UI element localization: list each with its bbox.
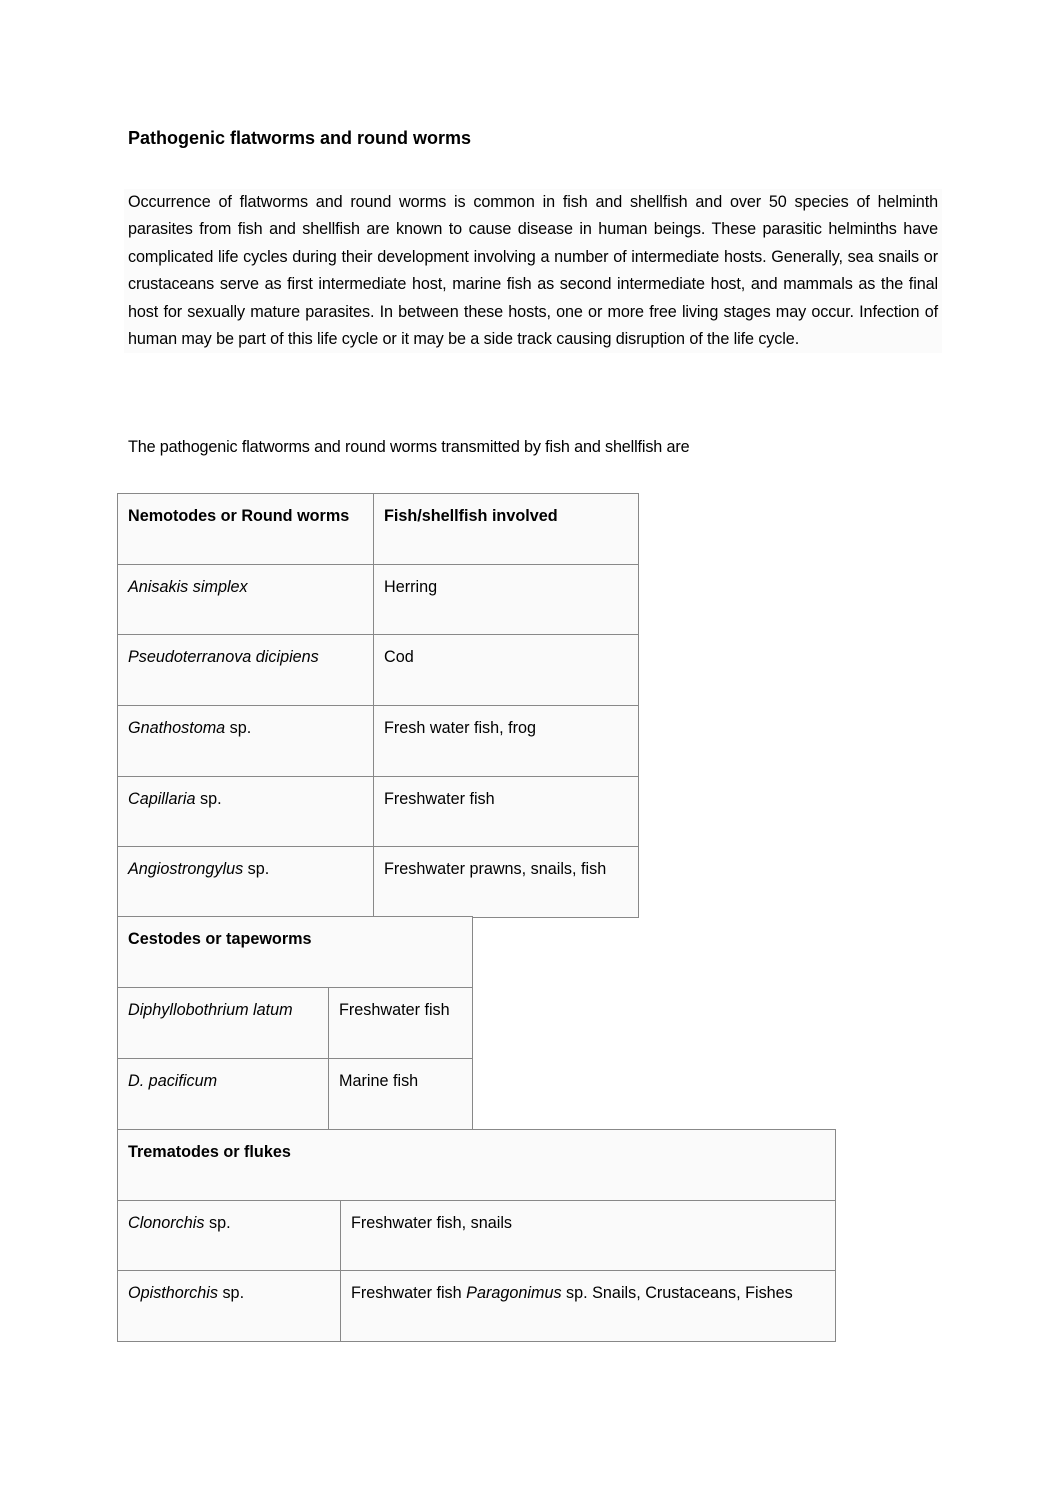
table-row: [118, 847, 639, 918]
host-cell: Marine fish: [329, 1059, 473, 1130]
species-cell: Clonorchis sp.: [118, 1200, 341, 1271]
species-cell: Capillaria sp.: [118, 776, 374, 847]
header-cell: Fish/shellfish involved: [374, 494, 639, 565]
table-row: [118, 635, 639, 706]
host-cell: Freshwater fish Paragonimus sp. Snails, Crustaceans, Fishes: [341, 1271, 836, 1342]
host-cell: Freshwater prawns, snails, fish: [374, 847, 639, 918]
table-row: [118, 1271, 836, 1342]
host-cell: Herring: [374, 564, 639, 635]
table-row: [118, 706, 639, 777]
table-header-row: [118, 1130, 836, 1201]
host-cell: Freshwater fish: [374, 776, 639, 847]
host-cell: Fresh water fish, frog: [374, 706, 639, 777]
species-cell: Diphyllobothrium latum: [118, 988, 329, 1059]
host-cell: Freshwater fish, snails: [341, 1200, 836, 1271]
trematodes-table: [117, 1129, 836, 1342]
table-header-row: [118, 494, 639, 565]
cestodes-table: [117, 916, 473, 1130]
species-cell: Opisthorchis sp.: [118, 1271, 341, 1342]
species-cell: D. pacificum: [118, 1059, 329, 1130]
table-row: [118, 1059, 473, 1130]
table-row: [118, 564, 639, 635]
header-cell: Nemotodes or Round worms: [118, 494, 374, 565]
species-cell: Pseudoterranova dicipiens: [118, 635, 374, 706]
section-title: Pathogenic flatworms and round worms: [128, 128, 472, 148]
host-cell: Freshwater fish: [329, 988, 473, 1059]
table-row: [118, 988, 473, 1059]
nematodes-table: [117, 493, 639, 918]
host-cell: Cod: [374, 635, 639, 706]
table-header-row: [118, 917, 473, 988]
intro-paragraph: Occurrence of flatworms and round worms is common in fish and shellfish and over 50 species of helminth parasites from fish and shellfish are known to cause disease in human beings. These parasitic helminths have complicated life cycles during their development involving a number of intermediate hosts. Generally, sea snails or crustaceans serve as first intermediate host, marine fish as second intermediate host, and mammals as the final host for sexually mature parasites. In between these hosts, one or more free living stages may occur. Infection of human may be part of this life cycle or it may be a side track causing disruption of the life cycle.: [124, 189, 942, 353]
header-cell: Trematodes or flukes: [118, 1130, 836, 1201]
header-cell: Cestodes or tapeworms: [118, 917, 473, 988]
species-cell: Angiostrongylus sp.: [118, 847, 374, 918]
species-cell: Gnathostoma sp.: [118, 706, 374, 777]
table-row: [118, 776, 639, 847]
table-row: [118, 1200, 836, 1271]
table-intro-text: The pathogenic flatworms and round worms transmitted by fish and shellfish are: [128, 438, 690, 456]
species-cell: Anisakis simplex: [118, 564, 374, 635]
